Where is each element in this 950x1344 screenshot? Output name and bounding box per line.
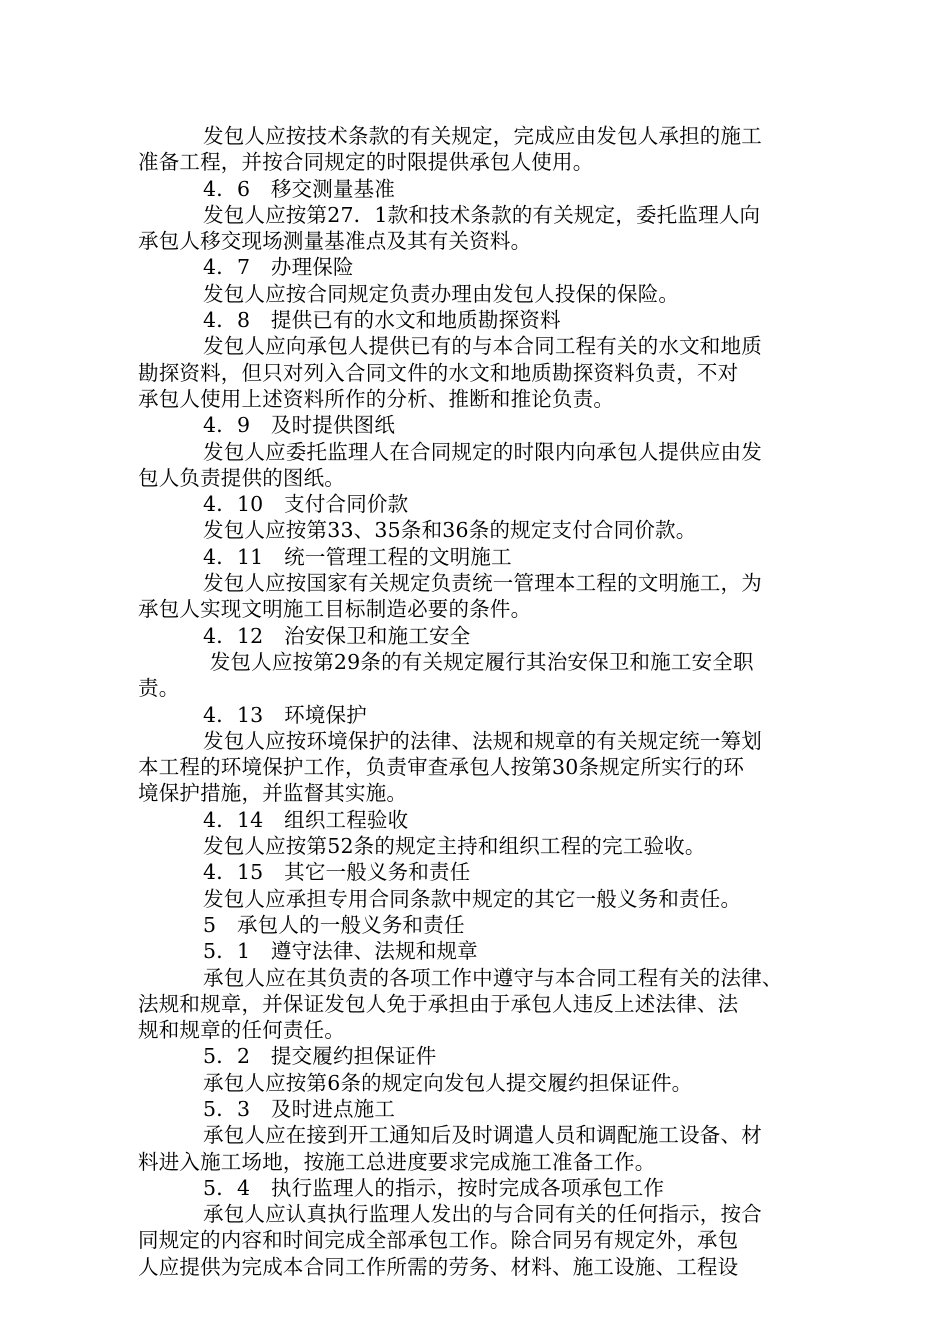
text-line: 包人负责提供的图纸。	[138, 465, 345, 490]
text-line: 准备工程，并按合同规定的时限提供承包人使用。	[138, 150, 594, 175]
text-line: 4．13 环境保护	[203, 702, 367, 727]
text-line: 承包人应认真执行监理人发出的与合同有关的任何指示，按合	[203, 1202, 762, 1227]
text-line: 同规定的内容和时间完成全部承包工作。除合同另有规定外，承包	[138, 1228, 739, 1253]
text-line: 4．12 治安保卫和施工安全	[203, 623, 471, 648]
text-line: 发包人应委托监理人在合同规定的时限内向承包人提供应由发	[203, 439, 762, 464]
text-line: 承包人使用上述资料所作的分析、推断和推论负责。	[138, 386, 615, 411]
text-line: 勘探资料，但只对列入合同文件的水文和地质勘探资料负责，不对	[138, 360, 739, 385]
text-line: 4．14 组织工程验收	[203, 807, 409, 832]
text-line: 5 承包人的一般义务和责任	[203, 912, 465, 937]
document-body	[138, 123, 838, 1280]
text-line: 发包人应承担专用合同条款中规定的其它一般义务和责任。	[203, 886, 742, 911]
text-line: 承包人应在接到开工通知后及时调遣人员和调配施工设备、材	[203, 1123, 762, 1148]
text-line: 人应提供为完成本合同工作所需的劳务、材料、施工设施、工程设	[138, 1254, 739, 1279]
text-line: 规和规章的任何责任。	[138, 1018, 345, 1043]
text-line: 承包人移交现场测量基准点及其有关资料。	[138, 229, 532, 254]
text-line: 4．10 支付合同价款	[203, 492, 409, 517]
text-line: 发包人应按第33、35条和36条的规定支付合同价款。	[203, 518, 697, 543]
text-line: 5．3 及时进点施工	[203, 1096, 396, 1121]
text-line: 4．15 其它一般义务和责任	[203, 860, 471, 885]
text-line: 承包人实现文明施工目标制造必要的条件。	[138, 597, 532, 622]
text-line: 发包人应向承包人提供已有的与本合同工程有关的水文和地质	[203, 334, 762, 359]
text-line: 4．9 及时提供图纸	[203, 413, 396, 438]
text-line: 5．1 遵守法律、法规和规章	[203, 939, 478, 964]
text-line: 承包人应在其负责的各项工作中遵守与本合同工程有关的法律、	[203, 965, 783, 990]
text-line: 发包人应按第52条的规定主持和组织工程的完工验收。	[203, 834, 706, 859]
text-line: 发包人应按第29条的有关规定履行其治安保卫和施工安全职	[203, 649, 754, 674]
text-line: 责。	[138, 676, 180, 701]
text-line: 发包人应按环境保护的法律、法规和规章的有关规定统一筹划	[203, 728, 762, 753]
text-line: 承包人应按第6条的规定向发包人提交履约担保证件。	[203, 1070, 693, 1095]
text-line: 5．4 执行监理人的指示，按时完成各项承包工作	[203, 1175, 665, 1200]
text-line: 4．8 提供已有的水文和地质勘探资料	[203, 308, 561, 333]
text-line: 发包人应按合同规定负责办理由发包人投保的保险。	[203, 281, 680, 306]
text-line: 法规和规章，并保证发包人免于承担由于承包人违反上述法律、法	[138, 991, 739, 1016]
text-line: 发包人应按国家有关规定负责统一管理本工程的文明施工，为	[203, 571, 762, 596]
text-line: 料进入施工场地，按施工总进度要求完成施工准备工作。	[138, 1149, 656, 1174]
text-line: 5．2 提交履约担保证件	[203, 1044, 437, 1069]
text-line: 4．11 统一管理工程的文明施工	[203, 544, 512, 569]
text-line: 本工程的环境保护工作，负责审查承包人按第30条规定所实行的环	[138, 755, 745, 780]
text-line: 境保护措施，并监督其实施。	[138, 781, 408, 806]
text-line: 发包人应按技术条款的有关规定，完成应由发包人承担的施工	[203, 124, 762, 148]
text-line: 发包人应按第27．1款和技术条款的有关规定，委托监理人向	[203, 202, 761, 227]
text-line: 4．6 移交测量基准	[203, 176, 396, 201]
text-line: 4．7 办理保险	[203, 255, 354, 280]
